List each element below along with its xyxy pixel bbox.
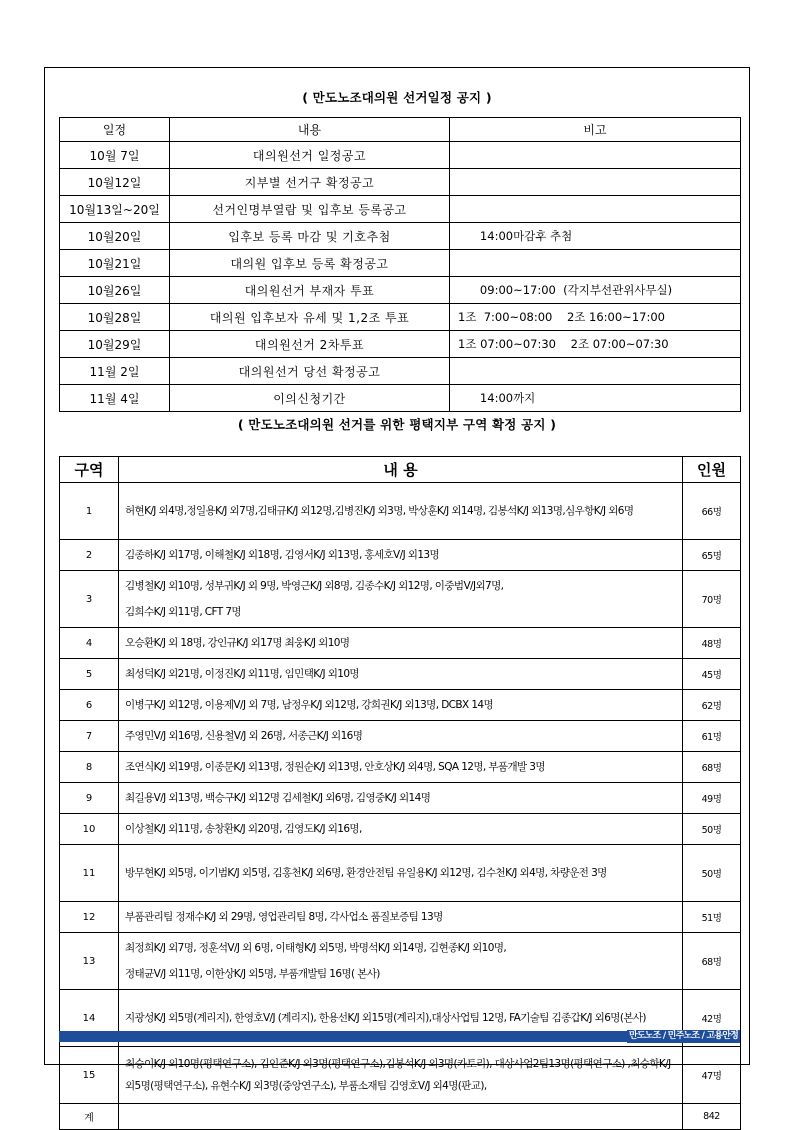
district-number: 12 <box>60 902 119 933</box>
schedule-row <box>60 385 741 412</box>
district-row <box>60 933 741 990</box>
district-number: 15 <box>60 1047 119 1104</box>
district-count: 68명 <box>683 752 741 783</box>
schedule-item: 대의원선거 당선 확정공고 <box>170 358 450 385</box>
total-label: 계 <box>60 1104 119 1130</box>
district-content: 부품관리팀 정재수K/J 외 29명, 영업관리팀 8명, 각사업소 품질보증팀 13명 <box>119 902 683 933</box>
district-number: 14 <box>60 990 119 1047</box>
header-date: 일정 <box>60 118 170 142</box>
district-content: 최길용V/J 외13명, 백승구K/J 외12명 김세철K/J 외6명, 김영중K/J 외14명 <box>119 783 683 814</box>
district-row <box>60 902 741 933</box>
district-content: 이병구K/J 외12명, 이용제V/J 외 7명, 남정우K/J 외12명, 강희권K/J 외13명, DCBX 14명 <box>119 690 683 721</box>
schedule-row <box>60 358 741 385</box>
schedule-note: 14:00까지 <box>450 385 741 412</box>
schedule-item: 대의원선거 부재자 투표 <box>170 277 450 304</box>
total-count: 842 <box>683 1104 741 1130</box>
district-number: 7 <box>60 721 119 752</box>
district-count: 45명 <box>683 659 741 690</box>
schedule-table <box>59 117 741 412</box>
header-district: 구역 <box>60 457 119 483</box>
schedule-row <box>60 304 741 331</box>
district-number: 5 <box>60 659 119 690</box>
district-row <box>60 483 741 540</box>
district-count: 65명 <box>683 540 741 571</box>
district-content: 허현K/J 외4명,정일용K/J 외7명,김태규K/J 외12명,김병진K/J 외3명, 박상훈K/J 외14명, 김봉석K/J 외13명,심우항K/J 외6명 <box>119 483 683 540</box>
schedule-note <box>450 196 741 223</box>
district-row <box>60 845 741 902</box>
district-row <box>60 752 741 783</box>
schedule-note <box>450 169 741 196</box>
schedule-note <box>450 250 741 277</box>
footer-slogan: 만도노조 / 민주노조 / 고용안정 <box>628 1031 738 1041</box>
schedule-row <box>60 196 741 223</box>
district-count: 50명 <box>683 814 741 845</box>
district-content: 김종하K/J 외17명, 이해철K/J 외18명, 김영서K/J 외13명, 홍세호V/J 외13명 <box>119 540 683 571</box>
schedule-item: 대의원 입후보 등록 확정공고 <box>170 250 450 277</box>
district-count: 61명 <box>683 721 741 752</box>
district-number: 8 <box>60 752 119 783</box>
schedule-item: 지부별 선거구 확정공고 <box>170 169 450 196</box>
footer-bar <box>59 1031 740 1042</box>
district-number: 4 <box>60 628 119 659</box>
district-content: 최승이K/J 외10명(평택연구소), 김인준K/J 외3명(평택연구소),김봉석K/J 외3명(카토리), 대상사업2팀13명(평택연구소) ,최승학K/J 외5명(평택연구소), 유현수K/J 외3명(중앙연구소), 부품소재팀 김영호V/J 외4명(판교), <box>119 1047 683 1104</box>
schedule-date: 10월20일 <box>60 223 170 250</box>
district-count: 68명 <box>683 933 741 990</box>
schedule-date: 10월12일 <box>60 169 170 196</box>
district-number: 6 <box>60 690 119 721</box>
schedule-date: 11월 4일 <box>60 385 170 412</box>
district-row <box>60 628 741 659</box>
district-count: 62명 <box>683 690 741 721</box>
total-row <box>60 1104 741 1130</box>
district-number: 2 <box>60 540 119 571</box>
district-count: 42명 <box>683 990 741 1047</box>
district-content: 최성덕K/J 외21명, 이정진K/J 외11명, 임민택K/J 외10명 <box>119 659 683 690</box>
district-row <box>60 659 741 690</box>
district-row <box>60 1047 741 1104</box>
district-content: 방무현K/J 외5명, 이기범K/J 외5명, 김홍천K/J 외6명, 환경안전팀 유일용K/J 외12명, 김수천K/J 외4명, 차량운전 3명 <box>119 845 683 902</box>
schedule-row <box>60 142 741 169</box>
district-number: 10 <box>60 814 119 845</box>
district-content: 김병철K/J 외10명, 성부귀K/J 외 9명, 박영근K/J 외8명, 김종수K/J 외12명, 이중범V/J외7명, 김희수K/J 외11명, CFT 7명 <box>119 571 683 628</box>
header-content: 내용 <box>170 118 450 142</box>
schedule-date: 10월28일 <box>60 304 170 331</box>
schedule-item: 대의원선거 2차투표 <box>170 331 450 358</box>
schedule-note: 1조 07:00~07:30 2조 07:00~07:30 <box>450 331 741 358</box>
district-number: 9 <box>60 783 119 814</box>
schedule-note <box>450 358 741 385</box>
district-row <box>60 690 741 721</box>
header-count: 인원 <box>683 457 741 483</box>
schedule-note <box>450 142 741 169</box>
schedule-item: 대의원 입후보자 유세 및 1,2조 투표 <box>170 304 450 331</box>
schedule-date: 10월 7일 <box>60 142 170 169</box>
district-row <box>60 540 741 571</box>
district-count: 51명 <box>683 902 741 933</box>
district-count: 48명 <box>683 628 741 659</box>
district-row <box>60 814 741 845</box>
district-count: 49명 <box>683 783 741 814</box>
district-count: 50명 <box>683 845 741 902</box>
schedule-item: 대의원선거 일정공고 <box>170 142 450 169</box>
schedule-item: 선거인명부열람 및 입후보 등록공고 <box>170 196 450 223</box>
district-count: 66명 <box>683 483 741 540</box>
schedule-date: 10월21일 <box>60 250 170 277</box>
district-number: 11 <box>60 845 119 902</box>
district-content: 주영민V/J 외16명, 신용철V/J 외 26명, 서종근K/J 외16명 <box>119 721 683 752</box>
schedule-row <box>60 169 741 196</box>
schedule-note: 14:00마감후 추첨 <box>450 223 741 250</box>
district-content: 지광성K/J 외5명(계리지), 한영호V/J (계리지), 한용선K/J 외15명(계리지),대상사업팀 12명, FA기술팀 김종갑K/J 외6명(본사) <box>119 990 683 1047</box>
district-count: 47명 <box>683 1047 741 1104</box>
district-number: 1 <box>60 483 119 540</box>
schedule-date: 10월29일 <box>60 331 170 358</box>
schedule-item: 입후보 등록 마감 및 기호추첨 <box>170 223 450 250</box>
schedule-item: 이의신청기간 <box>170 385 450 412</box>
district-row <box>60 783 741 814</box>
schedule-row <box>60 277 741 304</box>
schedule-date: 11월 2일 <box>60 358 170 385</box>
schedule-date: 10월13일~20일 <box>60 196 170 223</box>
district-count: 70명 <box>683 571 741 628</box>
schedule-header-row <box>60 118 741 142</box>
districts-table <box>59 456 741 1130</box>
schedule-date: 10월26일 <box>60 277 170 304</box>
schedule-row <box>60 331 741 358</box>
header-district-content: 내 용 <box>119 457 683 483</box>
district-content: 조연식K/J 외19명, 이종문K/J 외13명, 정원순K/J 외13명, 안호상K/J 외4명, SQA 12명, 부품개발 3명 <box>119 752 683 783</box>
district-row <box>60 721 741 752</box>
schedule-row <box>60 223 741 250</box>
header-note: 비고 <box>450 118 741 142</box>
districts-title: ( 만도노조대의원 선거를 위한 평택지부 구역 확정 공지 ) <box>237 417 557 432</box>
district-row <box>60 571 741 628</box>
total-empty-cell <box>119 1104 683 1130</box>
schedule-title: ( 만도노조대의원 선거일정 공지 ) <box>302 90 492 105</box>
schedule-note: 1조 7:00~08:00 2조 16:00~17:00 <box>450 304 741 331</box>
schedule-note: 09:00~17:00 (각지부선관위사무실) <box>450 277 741 304</box>
districts-header-row <box>60 457 741 483</box>
district-number: 13 <box>60 933 119 990</box>
district-content: 최정희K/J 외7명, 정훈석V/J 외 6명, 이태형K/J 외5명, 박명석K/J 외14명, 김현종K/J 외10명, 정태균V/J 외11명, 이한상K/J 외5명, 부품개발팀 16명( 본사) <box>119 933 683 990</box>
district-content: 오승환K/J 외 18명, 강인규K/J 외17명 최웅K/J 외10명 <box>119 628 683 659</box>
district-number: 3 <box>60 571 119 628</box>
district-content: 이상철K/J 외11명, 송창환K/J 외20명, 김영도K/J 외16명, <box>119 814 683 845</box>
schedule-row <box>60 250 741 277</box>
